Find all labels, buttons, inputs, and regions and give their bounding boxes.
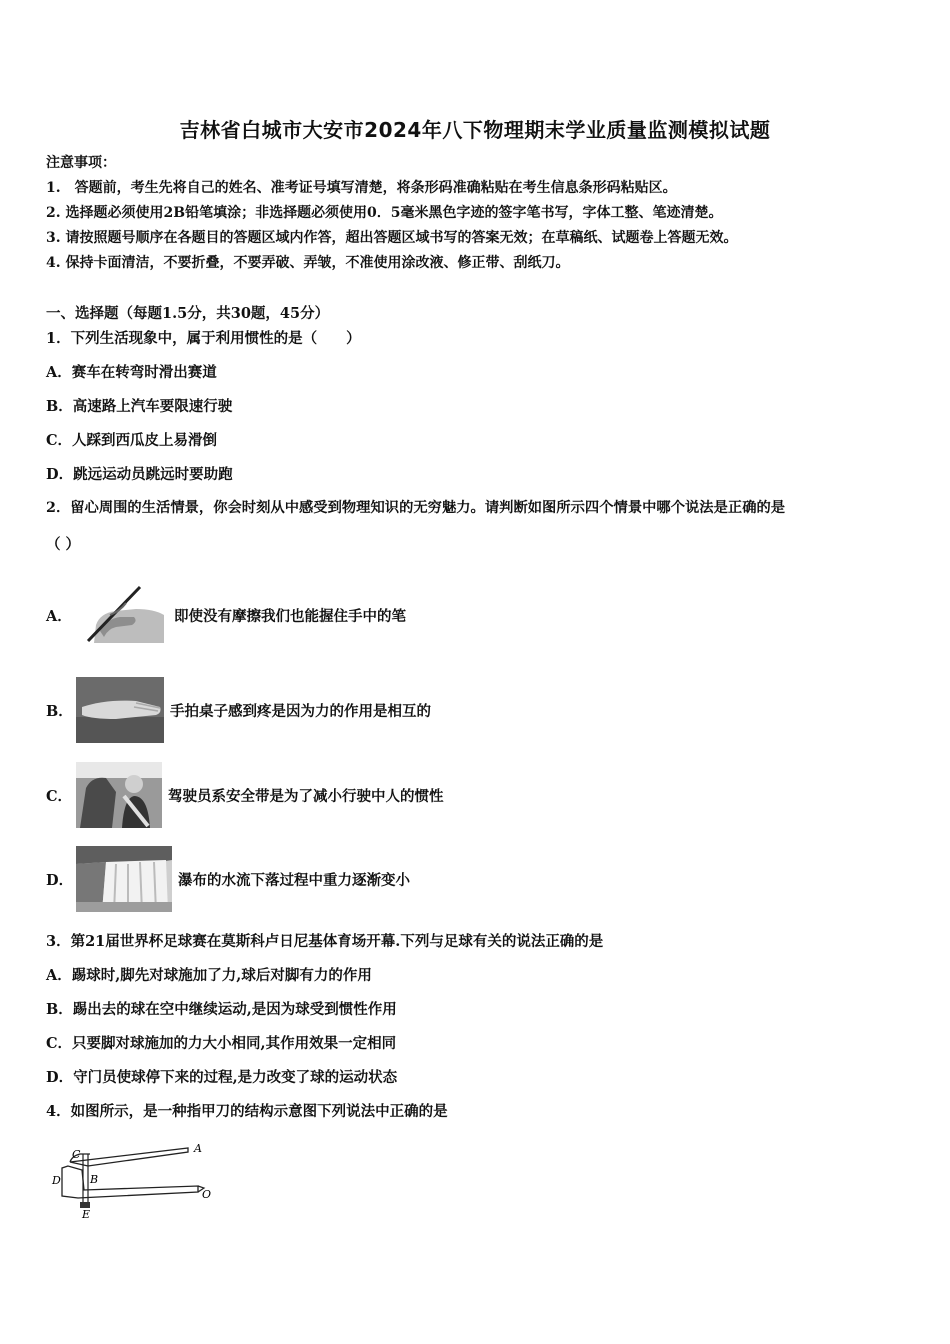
- q4-stem: 4．如图所示，是一种指甲刀的结构示意图下列说法中正确的是: [46, 1103, 448, 1120]
- label-b: B: [90, 1173, 99, 1186]
- q2-option-b: [46, 675, 431, 745]
- option-label: C．: [46, 787, 73, 805]
- q2-paren: （ ）: [46, 536, 81, 553]
- q2-option-d: [46, 844, 410, 914]
- seatbelt-icon: [76, 762, 162, 828]
- label-d: D: [52, 1174, 61, 1187]
- option-label: D．: [46, 871, 74, 889]
- option-label: B．: [46, 702, 73, 720]
- option-text: 手拍桌子感到疼是因为力的作用是相互的: [170, 702, 431, 720]
- notice-item: 4. 保持卡面清洁，不要折叠，不要弄破、弄皱，不准使用涂改液、修正带、刮纸刀。: [46, 255, 570, 271]
- q3-option-a: A．踢球时,脚先对球施加了力,球后对脚有力的作用: [46, 967, 372, 984]
- option-label: A．: [46, 607, 72, 625]
- q1-option-a: A．赛车在转弯时滑出赛道: [46, 364, 217, 381]
- q2-option-a: [46, 580, 406, 650]
- q3-stem: 3．第21届世界杯足球赛在莫斯科卢日尼基体育场开幕.下列与足球有关的说法正确的是: [46, 933, 604, 950]
- page-title: 吉林省白城市大安市2024年八下物理期末学业质量监测模拟试题: [179, 118, 771, 142]
- q1-option-b: B．高速路上汽车要限速行驶: [46, 398, 233, 415]
- q3-option-b: B．踢出去的球在空中继续运动,是因为球受到惯性作用: [46, 1001, 397, 1018]
- label-a: A: [194, 1142, 202, 1155]
- option-text: 即使没有摩擦我们也能握住手中的笔: [174, 607, 406, 625]
- q1-option-d: D．跳远运动员跳远时要助跑: [46, 466, 233, 483]
- label-e: E: [82, 1208, 91, 1220]
- option-text: 驾驶员系安全带是为了减小行驶中人的惯性: [168, 787, 444, 805]
- notice-item: 1. 答题前，考生先将自己的姓名、准考证号填写清楚，将条形码准确粘贴在考生信息条形码粘贴区。: [46, 180, 677, 196]
- label-c: C: [72, 1148, 81, 1161]
- notice-item: 3. 请按照题号顺序在各题目的答题区域内作答，超出答题区域书写的答案无效；在草稿纸、试题卷上答题无效。: [46, 230, 738, 246]
- hand-pen-icon: [76, 581, 168, 649]
- q1-stem: 1．下列生活现象中，属于利用惯性的是（ ）: [46, 330, 361, 347]
- nail-clipper-diagram: [48, 1138, 218, 1220]
- q2-option-c: [46, 760, 444, 830]
- q3-option-c: C．只要脚对球施加的力大小相同,其作用效果一定相同: [46, 1035, 397, 1052]
- notice-heading: 注意事项：: [46, 155, 116, 171]
- label-o: O: [202, 1188, 212, 1201]
- q2-stem: 2．留心周围的生活情景，你会时刻从中感受到物理知识的无穷魅力。请判断如图所示四个情景中哪个说法是正确的是: [46, 500, 786, 516]
- section-heading: 一、选择题（每题1.5分，共30题，45分）: [46, 305, 330, 322]
- q1-option-c: C．人踩到西瓜皮上易滑倒: [46, 432, 218, 449]
- waterfall-icon: [76, 846, 172, 912]
- hand-table-icon: [76, 677, 164, 743]
- option-text: 瀑布的水流下落过程中重力逐渐变小: [178, 871, 410, 889]
- notice-item: 2. 选择题必须使用2B铅笔填涂；非选择题必须使用0．5毫米黑色字迹的签字笔书写，字体工整、笔迹清楚。: [46, 205, 723, 221]
- q3-option-d: D．守门员使球停下来的过程,是力改变了球的运动状态: [46, 1069, 398, 1086]
